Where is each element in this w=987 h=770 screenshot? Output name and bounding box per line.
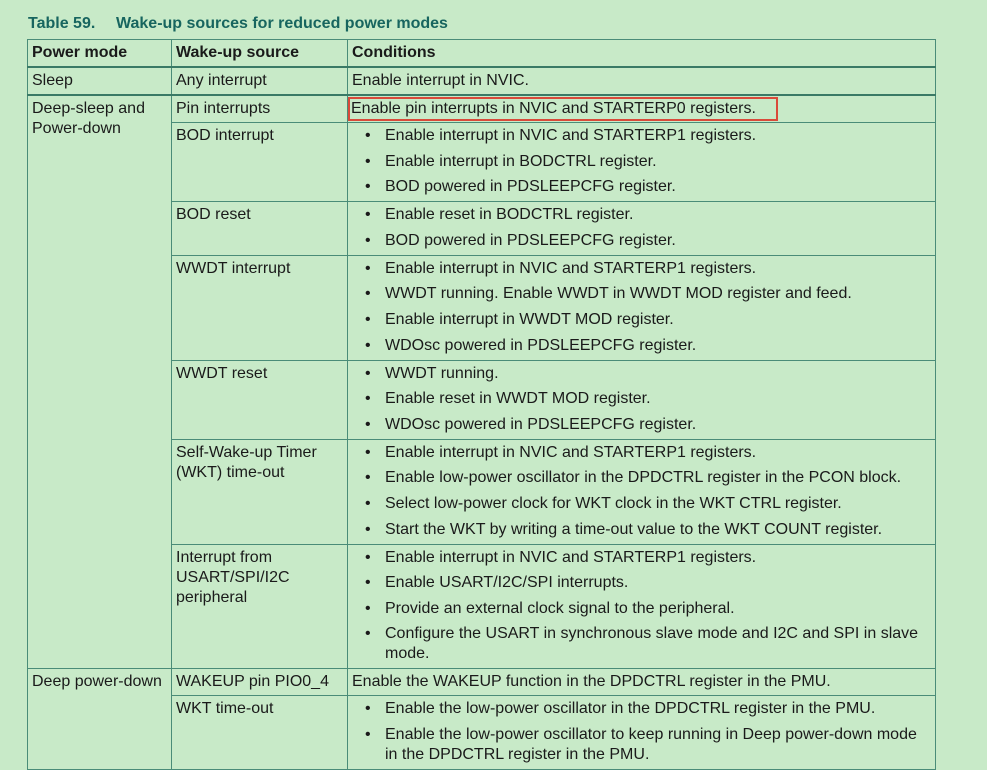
condition-cell [348,544,936,669]
wakeup-source-cell: Interrupt from USART/SPI/I2C peripheral [172,544,348,669]
list-item: • Enable reset in BODCTRL register. [352,205,931,225]
list-item: • Enable interrupt in BODCTRL register. [352,152,931,172]
header-conditions: Conditions [348,40,936,68]
condition-list [352,364,931,435]
power-mode-cell: Sleep [28,67,172,95]
wakeup-source-cell: WWDT interrupt [172,255,348,360]
list-item: • Provide an external clock signal to the peripheral. [352,599,931,619]
table-row [28,95,936,123]
wakeup-source-cell: Self-Wake-up Timer (WKT) time-out [172,439,348,544]
wakeup-source-cell: WWDT reset [172,360,348,439]
condition-cell [348,360,936,439]
list-item: • Enable interrupt in NVIC and STARTERP1 registers. [352,548,931,568]
table-caption [28,15,448,33]
list-item: • Enable low-power oscillator in the DPDCTRL register in the PCON block. [352,468,931,488]
wakeup-source-cell: WAKEUP pin PIO0_4 [172,669,348,696]
condition-list [352,699,931,765]
condition-list [352,205,931,251]
wakeup-source-cell: BOD interrupt [172,123,348,202]
list-item: • Enable interrupt in WWDT MOD register. [352,310,931,330]
list-item: • WDOsc powered in PDSLEEPCFG register. [352,415,931,435]
list-item: • WWDT running. [352,364,931,384]
table-number: Table 59. [28,15,96,32]
list-item: • BOD powered in PDSLEEPCFG register. [352,177,931,197]
power-mode-cell: Deep-sleep and Power-down [28,95,172,669]
wakeup-source-cell: Pin interrupts [172,95,348,123]
header-power-mode: Power mode [28,40,172,68]
list-item: • Enable the low-power oscillator to keep running in Deep power-down mode in the DPDCTRL register in the PMU. [352,725,931,765]
condition-cell: Enable interrupt in NVIC. [348,67,936,95]
list-item: • BOD powered in PDSLEEPCFG register. [352,231,931,251]
wakeup-source-cell: WKT time-out [172,696,348,770]
condition-cell [348,95,936,123]
header-wakeup-source: Wake-up source [172,40,348,68]
list-item: • Select low-power clock for WKT clock in the WKT CTRL register. [352,494,931,514]
list-item: • Enable reset in WWDT MOD register. [352,389,931,409]
table-title: Wake-up sources for reduced power modes [116,15,448,32]
condition-cell [348,696,936,770]
list-item: • Configure the USART in synchronous slave mode and I2C and SPI in slave mode. [352,624,931,664]
condition-list [352,126,931,197]
condition-list [352,443,931,540]
list-item: • Enable interrupt in NVIC and STARTERP1 registers. [352,259,931,279]
list-item: • Start the WKT by writing a time-out value to the WKT COUNT register. [352,520,931,540]
condition-cell: Enable the WAKEUP function in the DPDCTRL register in the PMU. [348,669,936,696]
highlighted-condition: Enable pin interrupts in NVIC and STARTERP0 registers. [350,99,776,119]
condition-cell [348,255,936,360]
condition-cell [348,123,936,202]
wakeup-source-cell: Any interrupt [172,67,348,95]
list-item: • Enable interrupt in NVIC and STARTERP1 registers. [352,443,931,463]
condition-list [352,259,931,356]
list-item: • Enable the low-power oscillator in the DPDCTRL register in the PMU. [352,699,931,719]
list-item: • WWDT running. Enable WWDT in WWDT MOD register and feed. [352,284,931,304]
list-item: • Enable interrupt in NVIC and STARTERP1 registers. [352,126,931,146]
table-header-row [28,40,936,68]
table-row [28,67,936,95]
condition-list [352,548,931,665]
condition-cell [348,439,936,544]
list-item: • WDOsc powered in PDSLEEPCFG register. [352,336,931,356]
table-row [28,669,936,696]
wakeup-sources-table [27,39,936,770]
condition-cell [348,202,936,256]
wakeup-source-cell: BOD reset [172,202,348,256]
power-mode-cell: Deep power-down [28,669,172,770]
list-item: • Enable USART/I2C/SPI interrupts. [352,573,931,593]
